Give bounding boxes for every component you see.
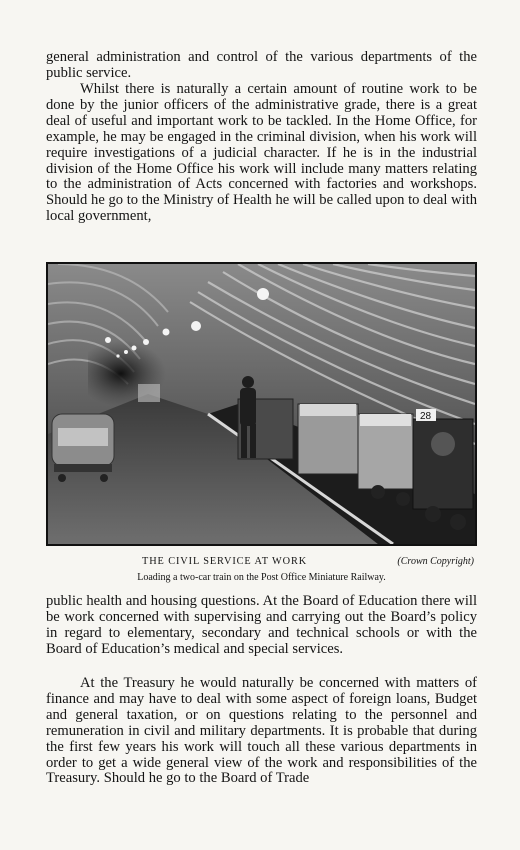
- paragraph-4: At the Treasury he would naturally be concerned with matters of finance and may have to deal with some aspect of foreign loans, Budget and general taxation, or on questions relating to the personnel and remuneration in civil and military departments. It is probable that during the first few years his work will touch all these various departments in order to get a wide general view of the work and responsibilities of the Treasury. Should he go to the Board of Trade: [46, 675, 477, 787]
- paragraph-2: Whilst there is naturally a certain amount of routine work to be done by the junior officers of the administrative grade, there is a great deal of useful and important work to be tackled. In the Home Office, for example, he may be engaged in the criminal division, when his work will require investigations of a judicial character. If he is in the industrial division of the Home Office his work will include many matters relating to the administration of Acts concerned with factories and workshops. Should he go to the Ministry of Health he will be called upon to deal with local government,: [46, 81, 477, 225]
- paragraph-3: public health and housing questions. At the Board of Education there will be work concerned with supervising and carrying out the Board’s policy in regard to elementary, secondary and technical schools or with the Board of Education’s medical and special services.: [46, 593, 477, 657]
- wagon-number: 28: [420, 411, 432, 422]
- caption-title: THE CIVIL SERVICE AT WORK: [142, 556, 308, 567]
- tunnel-photograph: [46, 262, 477, 546]
- caption-subtitle: Loading a two-car train on the Post Office Miniature Railway.: [137, 572, 386, 583]
- paragraph-1: general administration and control of the various departments of the public service.: [46, 49, 477, 81]
- caption-credit: (Crown Copyright): [397, 556, 474, 567]
- figure-caption: [46, 556, 477, 570]
